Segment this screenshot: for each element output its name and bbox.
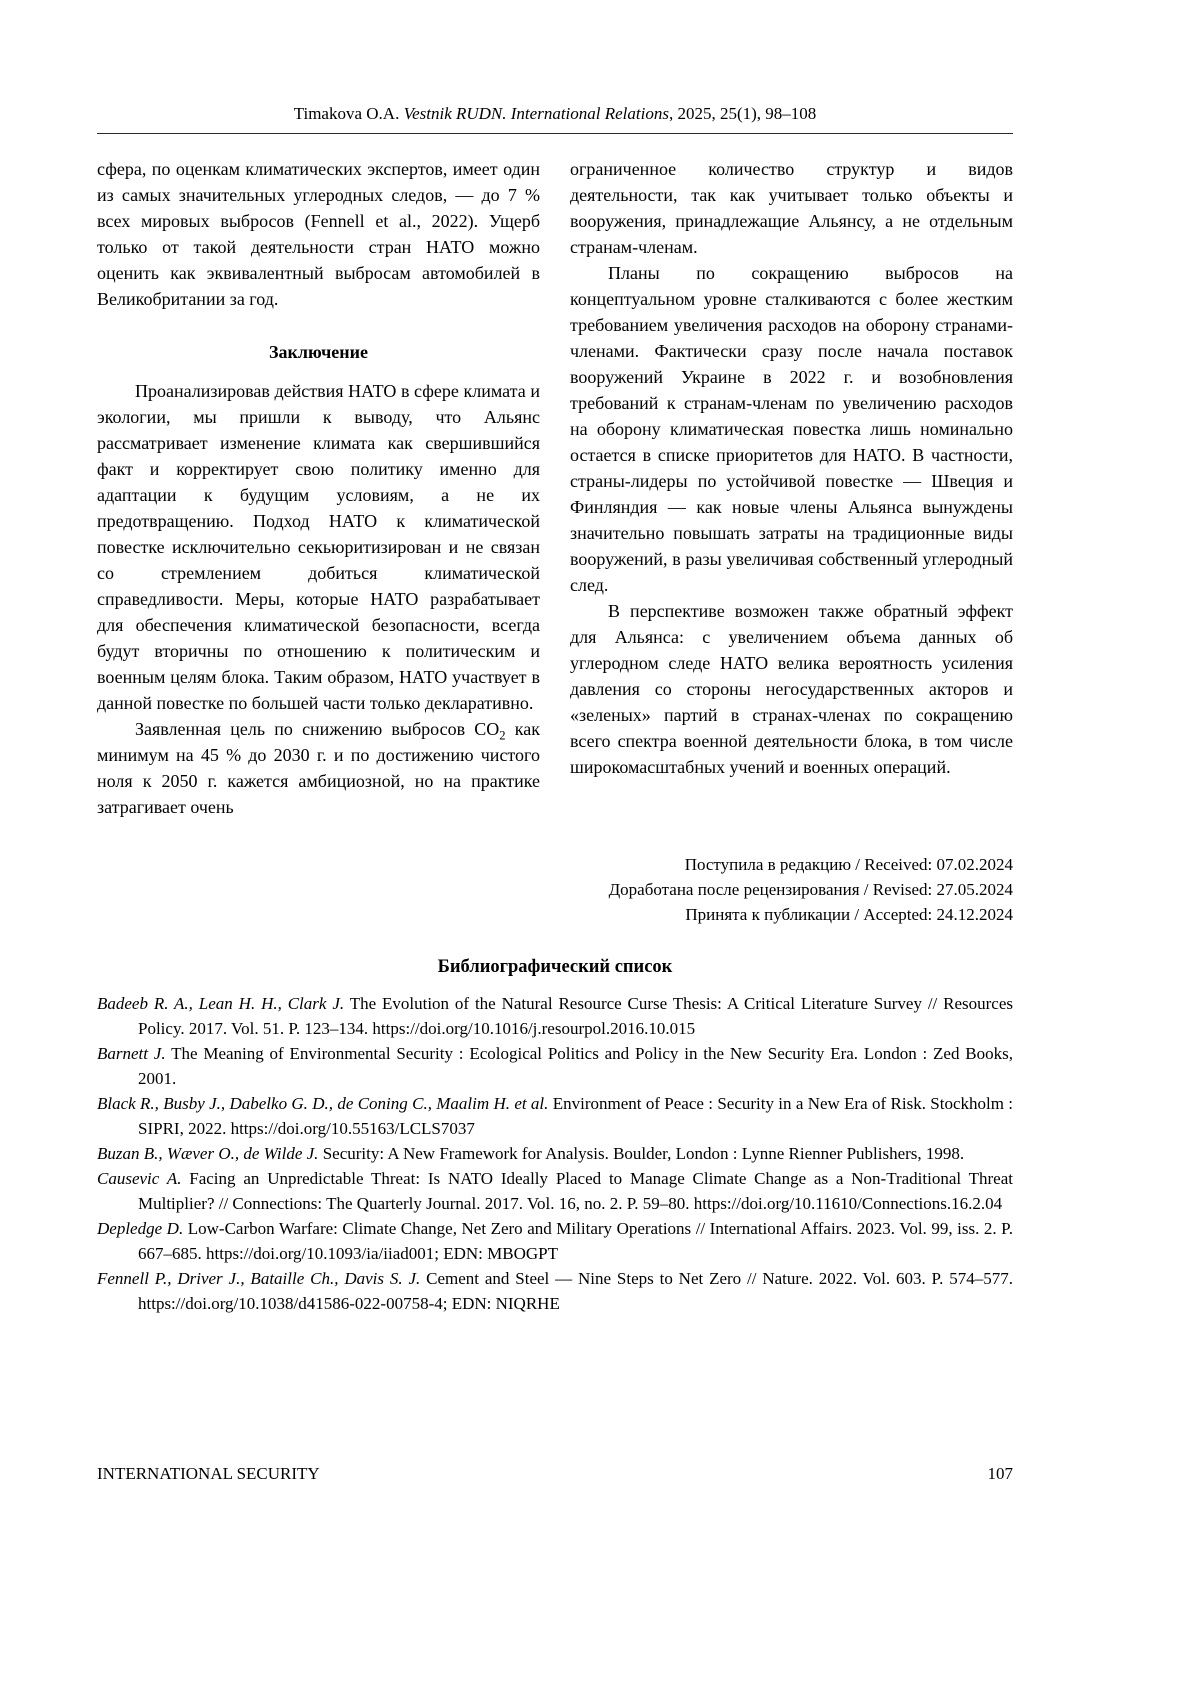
footer [97, 1464, 1013, 1484]
paragraph-perspective: В перспективе возможен также обратный эффект для Альянса: с увеличением объема данных об углеродном следе НАТО велика вероятность усиления давления со стороны негосударственных акторов и «зеленых» партий в странах-членах по сокращению всего спектра военной деятельности блока, в том числе широкомасштабных учений и военных операций. [570, 601, 1013, 777]
reference-text: Facing an Unpredictable Threat: Is NATO Ideally Placed to Manage Climate Change as a Non-Traditional Threat Multiplier? // Connections: The Quarterly Journal. 2017. Vol. 16, no. 2. P. 59–80. https://doi.org/10.11610/Connections.16.2.04 [138, 1169, 1013, 1213]
accepted-line: Принята к публикации / Accepted: 24.12.2024 [685, 905, 1013, 924]
reference-authors: Black R., Busby J., Dabelko G. D., de Coning C., Maalim H. et al. [97, 1094, 549, 1113]
reference-item [97, 1091, 1013, 1141]
running-head-issue: , 2025, 25(1), 98–108 [668, 104, 817, 123]
co2-subscript: 2 [499, 728, 506, 743]
right-column [570, 156, 1013, 820]
reference-item [97, 991, 1013, 1041]
reference-text: The Evolution of the Natural Resource Curse Thesis: A Critical Literature Survey // Resources Policy. 2017. Vol. 51. P. 123–134. https://doi.org/10.1016/j.resourpol.2016.10.015 [138, 994, 1013, 1038]
reference-authors: Buzan B., Wæver O., de Wilde J. [97, 1144, 319, 1163]
reference-text: Cement and Steel — Nine Steps to Net Zero // Nature. 2022. Vol. 603. P. 574–577. https://doi.org/10.1038/d41586-022-00758-4; EDN: NIQRHE [138, 1269, 1013, 1313]
bibliography-heading: Библиографический список [437, 957, 673, 977]
conclusion-heading: Заключение [269, 342, 368, 362]
co2-goal-text-before: Заявленная цель по снижению выбросов СО [135, 719, 500, 739]
footer-page-number: 107 [987, 1464, 1013, 1483]
reference-authors: Causevic A. [97, 1169, 182, 1188]
reference-item [97, 1266, 1013, 1316]
left-column [97, 156, 540, 820]
running-head-journal: Vestnik RUDN. International Relations [403, 104, 669, 123]
reference-authors: Barnett J. [97, 1044, 166, 1063]
reference-authors: Fennell P., Driver J., Bataille Ch., Davis S. J. [97, 1269, 421, 1288]
reference-list [97, 991, 1013, 1316]
paragraph-conclusion-2 [97, 716, 540, 820]
received-line: Поступила в редакцию / Received: 07.02.2024 [684, 855, 1013, 874]
dates-block [97, 852, 1013, 927]
reference-text: Security: A New Framework for Analysis. Boulder, London : Lynne Rienner Publishers, 1998. [318, 1144, 965, 1163]
reference-text: Environment of Peace : Security in a New Era of Risk. Stockholm : SIPRI, 2022. https://doi.org/10.55163/LCLS7037 [138, 1094, 1014, 1138]
reference-authors: Badeeb R. A., Lean H. H., Clark J. [97, 994, 345, 1013]
article-body [97, 156, 1013, 820]
revised-line: Доработана после рецензирования / Revised: 27.05.2024 [608, 880, 1013, 899]
paragraph-continuation-left: сфера, по оценкам климатических экспертов, имеет один из самых значительных углеродных следов, — до 7 % всех мировых выбросов (Fennell et al., 2022). Ущерб только от такой деятельности стран НАТО можно оценить как эквивалентный выбросам автомобилей в Великобритании за год. [97, 159, 540, 309]
reference-item [97, 1216, 1013, 1266]
reference-item [97, 1041, 1013, 1091]
reference-authors: Depledge D. [97, 1219, 184, 1238]
reference-text: Low-Carbon Warfare: Climate Change, Net Zero and Military Operations // International Affairs. 2023. Vol. 99, iss. 2. P. 667–685. https://doi.org/10.1093/ia/iiad001; EDN: MBOGPT [138, 1219, 1013, 1263]
paragraph-conclusion-1: Проанализировав действия НАТО в сфере климата и экологии, мы пришли к выводу, что Альянс рассматривает изменение климата как свершившийся факт и корректирует свою политику именно для адаптации к будущим условиям, а не их предотвращению. Подход НАТО к климатической повестке исключительно секьюритизирован и не связан со стремлением добиться климатической справедливости. Меры, которые НАТО разрабатывает для обеспечения климатической безопасности, всегда будут вторичны по отношению к политическим и военным целям блока. Таким образом, НАТО участвует в данной повестке по большей части только декларативно. [97, 381, 540, 713]
paragraph-emission-plans: Планы по сокращению выбросов на концептуальном уровне сталкиваются с более жестким требованием увеличения расходов на оборону странами-членами. Фактически сразу после начала поставок вооружений Украине в 2022 г. и возобновления требований к странам-членам по увеличению расходов на оборону климатическая повестка лишь номинально остается в списке приоритетов для НАТО. В частности, страны-лидеры по устойчивой повестке — Швеция и Финляндия — как новые члены Альянса вынуждены значительно повышать затраты на традиционные виды вооружений, в разы увеличивая собственный углеродный след. [570, 263, 1013, 595]
reference-item [97, 1166, 1013, 1216]
reference-item [97, 1141, 1013, 1166]
running-head-author: Timakova O.A. [293, 104, 404, 123]
running-head [97, 104, 1013, 134]
co2-goal-text-after: как минимум на 45 % до 2030 г. и по достижению чистого ноля к 2050 г. кажется амбициозной, но на практике затрагивает очень [97, 719, 540, 817]
footer-section-title: INTERNATIONAL SECURITY [97, 1464, 320, 1483]
paragraph-continuation-right: ограниченное количество структур и видов деятельности, так как учитывает только объекты и вооружения, принадлежащие Альянсу, а не отдельным странам-членам. [570, 159, 1013, 257]
reference-text: The Meaning of Environmental Security : Ecological Politics and Policy in the New Security Era. London : Zed Books, 2001. [138, 1044, 1013, 1088]
